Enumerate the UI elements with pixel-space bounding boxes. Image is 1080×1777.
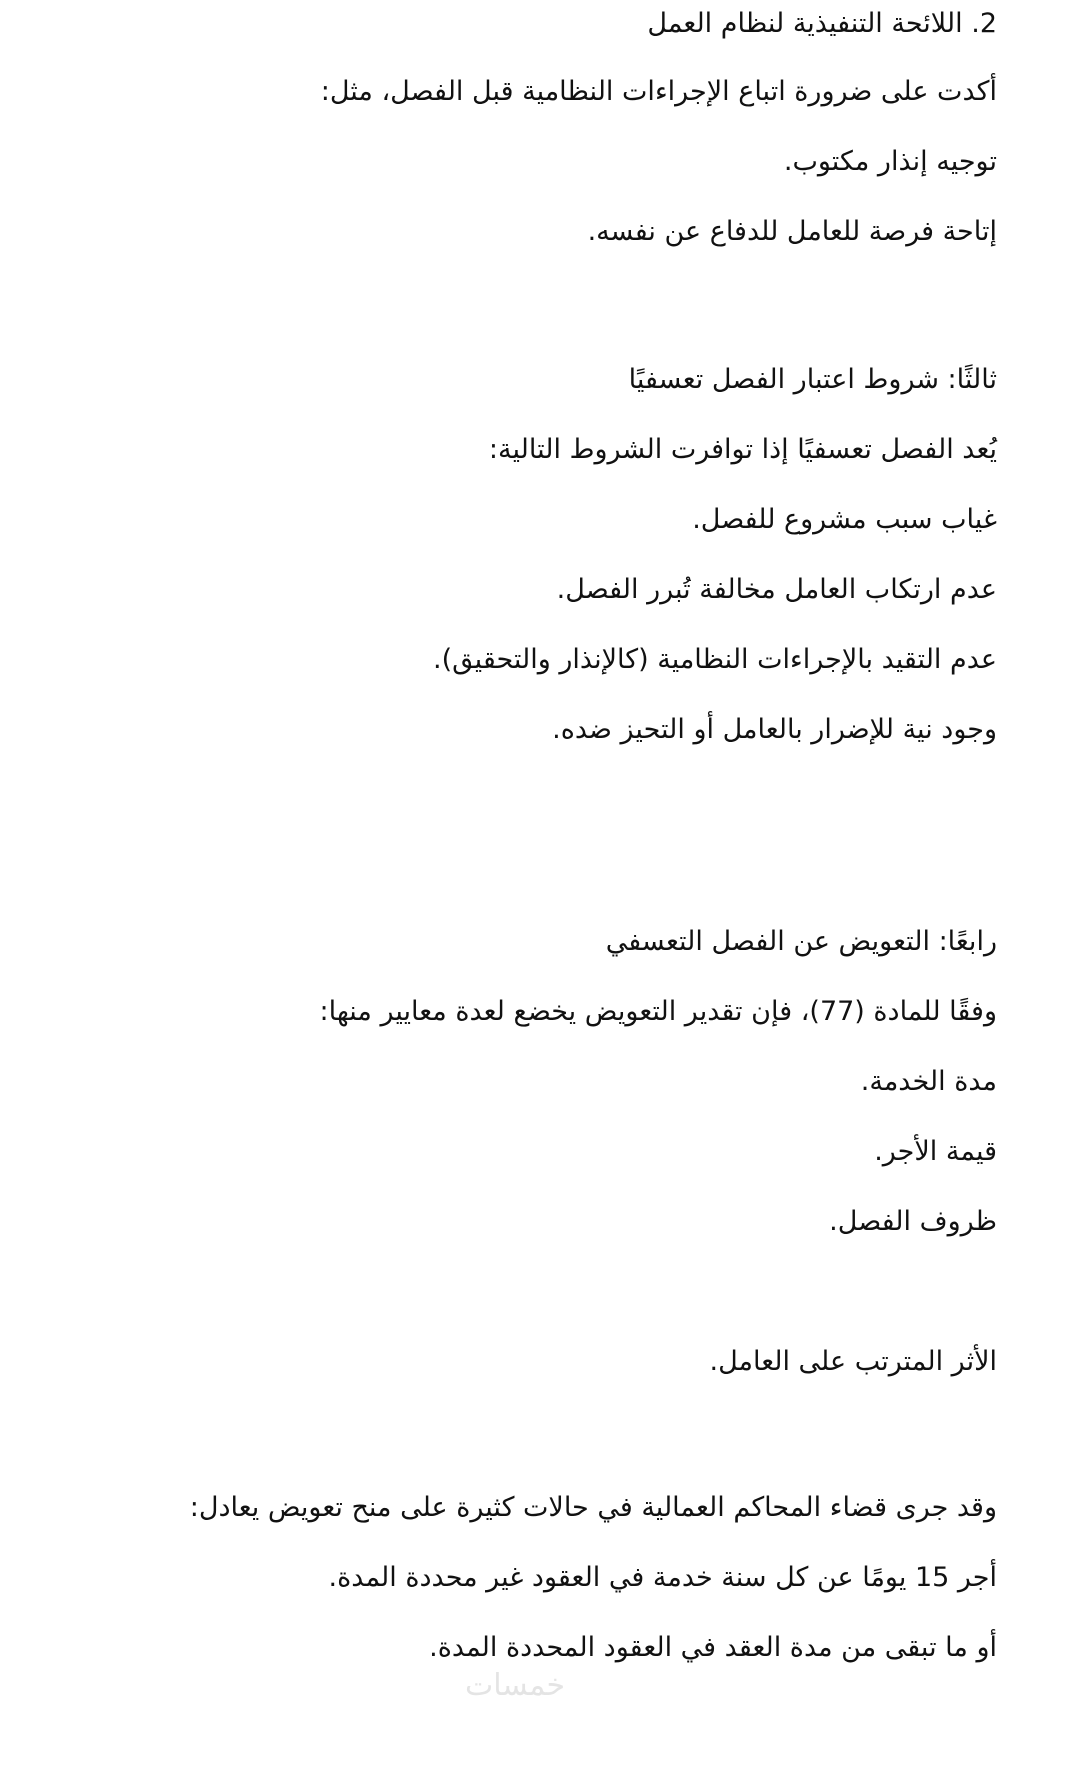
list-item: قيمة الأجر.: [874, 1136, 997, 1167]
paragraph-line: وقد جرى قضاء المحاكم العمالية في حالات كثيرة على منح تعويض يعادل:: [189, 1492, 997, 1523]
list-item: الأثر المترتب على العامل.: [709, 1346, 997, 1377]
section-heading: رابعًا: التعويض عن الفصل التعسفي: [605, 926, 997, 957]
list-item: غياب سبب مشروع للفصل.: [692, 504, 997, 535]
list-item: عدم التقيد بالإجراءات النظامية (كالإنذار والتحقيق).: [433, 644, 997, 675]
paragraph-line: يُعد الفصل تعسفيًا إذا توافرت الشروط التالية:: [488, 434, 997, 465]
list-item: إتاحة فرصة للعامل للدفاع عن نفسه.: [587, 216, 997, 247]
list-item: ظروف الفصل.: [829, 1206, 997, 1237]
section-heading: ثالثًا: شروط اعتبار الفصل تعسفيًا: [628, 364, 997, 395]
list-item: أجر 15 يومًا عن كل سنة خدمة في العقود غير محددة المدة.: [328, 1562, 997, 1593]
list-item: مدة الخدمة.: [860, 1066, 997, 1097]
paragraph-line: أكدت على ضرورة اتباع الإجراءات النظامية قبل الفصل، مثل:: [320, 76, 997, 107]
list-item: وجود نية للإضرار بالعامل أو التحيز ضده.: [552, 714, 997, 745]
list-item: عدم ارتكاب العامل مخالفة تُبرر الفصل.: [556, 574, 997, 605]
list-item: توجيه إنذار مكتوب.: [783, 146, 997, 177]
section-heading: 2. اللائحة التنفيذية لنظام العمل: [647, 8, 997, 39]
watermark-logo: خمسات: [465, 1668, 566, 1703]
paragraph-line: وفقًا للمادة (77)، فإن تقدير التعويض يخضع لعدة معايير منها:: [319, 996, 997, 1027]
list-item: أو ما تبقى من مدة العقد في العقود المحددة المدة.: [429, 1632, 997, 1663]
